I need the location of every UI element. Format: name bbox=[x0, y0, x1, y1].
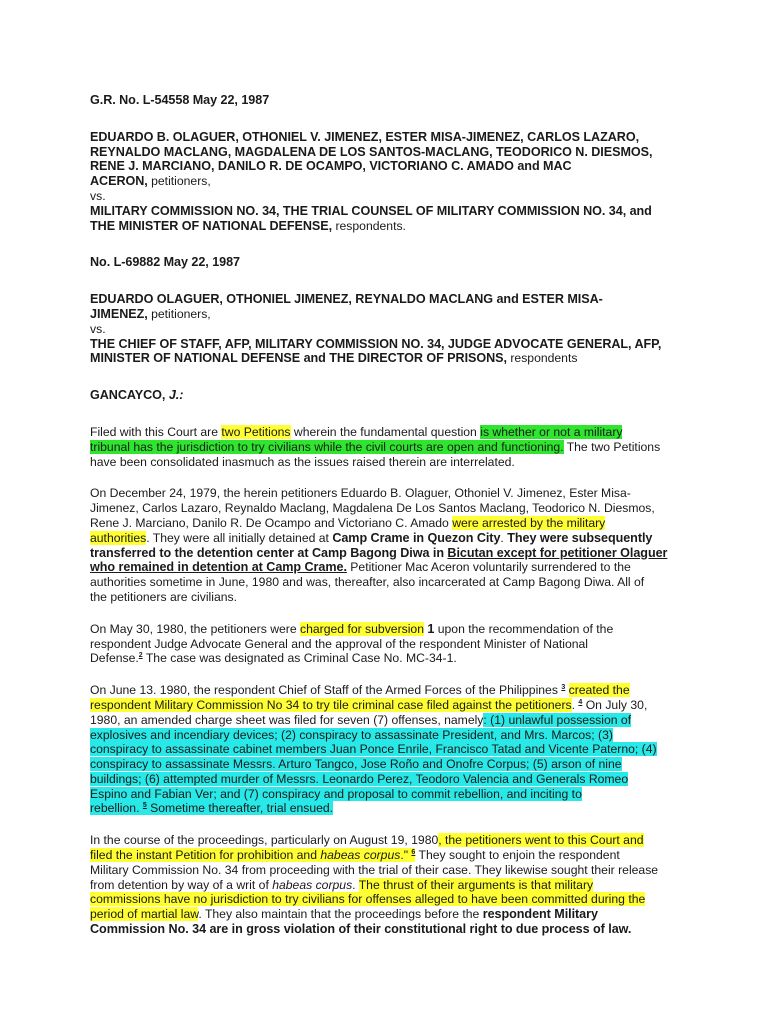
case2-petitioners-line: EDUARDO OLAGUER, OTHONIEL JIMENEZ, REYNALDO MACLANG and ESTER MISA- bbox=[90, 292, 603, 307]
footnote-ref[interactable]: 6 bbox=[411, 849, 416, 857]
case2-petitioners-line: JIMENEZ, bbox=[90, 306, 148, 321]
text: wherein the fundamental question bbox=[290, 424, 481, 439]
case2-respondents-line: THE CHIEF OF STAFF, AFP, MILITARY COMMISSION NO. 34, JUDGE ADVOCATE GENERAL, AFP, bbox=[90, 336, 662, 351]
highlight-yellow: period of martial law bbox=[90, 907, 199, 922]
case1-petitioners-tag: petitioners, bbox=[151, 174, 211, 189]
text: They sought to enjoin the respondent bbox=[415, 848, 620, 863]
highlight-yellow: , the petitioners went to this Court and bbox=[438, 833, 644, 848]
text: . bbox=[500, 530, 508, 545]
text: Jimenez, Carlos Lazaro, Reynaldo Maclang, Magdalena De Los Santos Maclang, Teodorico N. Diesmos, bbox=[90, 501, 655, 516]
highlight-cyan: Sometime thereafter, trial ensued. bbox=[146, 801, 334, 816]
text: In the course of the proceedings, particularly on August 19, 1980 bbox=[90, 833, 439, 848]
text: Petitioner Mac Aceron voluntarily surrendered to the bbox=[346, 560, 631, 575]
paragraph-2 bbox=[90, 486, 688, 604]
italic-text: habeas corpus bbox=[272, 877, 353, 892]
highlight-cyan: explosives and incendiary devices; (2) conspiracy to assassinate President, and Mrs. Marcos; (3) bbox=[90, 727, 613, 742]
text: . They were all initially detained at bbox=[146, 530, 333, 545]
case2-vs: vs. bbox=[90, 321, 106, 336]
case2-petitioners-tag: petitioners, bbox=[151, 306, 211, 321]
paragraph-5 bbox=[90, 833, 688, 937]
paragraph-4 bbox=[90, 683, 688, 816]
ponente-title: J.: bbox=[168, 388, 184, 403]
ponente-name: GANCAYCO, bbox=[90, 388, 166, 403]
highlight-green: is whether or not a military bbox=[480, 424, 623, 439]
footnote-ref[interactable]: 3 bbox=[561, 684, 566, 692]
text: Rene J. Marciano, Danilo R. De Ocampo and Victoriano C. Amado bbox=[90, 515, 453, 530]
highlight-yellow: respondent Military Commission No 34 to try tile criminal case filed against the petitioners bbox=[90, 697, 572, 712]
text: . bbox=[571, 697, 579, 712]
highlight-yellow: ." bbox=[400, 848, 412, 863]
highlight-cyan: conspiracy to assassinate cabinet members Juan Ponce Enrile, Francisco Tatad and Vicente Paterno; (4) bbox=[90, 742, 657, 757]
text: On July 30, bbox=[582, 697, 648, 712]
highlight-yellow: were arrested by the military bbox=[452, 515, 606, 530]
highlight-green: tribunal has the jurisdiction to try civilians while the civil courts are open and functioning. bbox=[90, 439, 564, 454]
paragraph-3 bbox=[90, 622, 688, 666]
highlight-cyan: buildings; (6) attempted murder of Messrs. Leonardo Perez, Teodoro Valencia and Generals Romeo bbox=[90, 771, 629, 786]
case1-respondents-tag: respondents. bbox=[335, 218, 406, 233]
bold-underline-text: who remained in detention at Camp Crame. bbox=[90, 560, 347, 575]
highlight-yellow: charged for subversion bbox=[300, 621, 424, 636]
ponente bbox=[90, 388, 688, 403]
text: The case was designated as Criminal Case No. MC-34-1. bbox=[142, 651, 457, 666]
case2-heading: No. L-69882 May 22, 1987 bbox=[90, 255, 241, 270]
footnote-ref[interactable]: 1 bbox=[427, 621, 435, 636]
paragraph-1 bbox=[90, 425, 688, 469]
case1-petitioners-line: EDUARDO B. OLAGUER, OTHONIEL V. JIMENEZ, ESTER MISA-JIMENEZ, CARLOS LAZARO, bbox=[90, 129, 640, 144]
case2-respondents-tag: respondents bbox=[510, 351, 578, 366]
text: 1980, an amended charge sheet was filed for seven (7) offenses, namely bbox=[90, 712, 484, 727]
highlight-cyan: rebellion. bbox=[90, 801, 143, 816]
text: On December 24, 1979, the herein petitioners Eduardo B. Olaguer, Othoniel V. Jimenez, Ester Misa- bbox=[90, 486, 631, 501]
text: the petitioners are civilians. bbox=[90, 589, 237, 604]
bold-underline-text: Bicutan except for petitioner Olaguer bbox=[447, 545, 668, 560]
case1-respondents-line: THE MINISTER OF NATIONAL DEFENSE, bbox=[90, 218, 333, 233]
case1-petitioners-line: REYNALDO MACLANG, MAGDALENA DE LOS SANTOS-MACLANG, TEODORICO N. DIESMOS, bbox=[90, 144, 653, 159]
highlight-yellow: two Petitions bbox=[221, 424, 291, 439]
footnote-ref[interactable]: 4 bbox=[578, 698, 583, 706]
bold-text: They were subsequently bbox=[507, 530, 653, 545]
bold-text: Commission No. 34 are in gross violation of their constitutional right to due process of law. bbox=[90, 922, 632, 937]
text: Defense. bbox=[90, 651, 139, 666]
highlight-yellow: The thrust of their arguments is that military bbox=[358, 877, 594, 892]
footnote-ref[interactable]: 5 bbox=[142, 802, 147, 810]
text: Military Commission No. 34 from proceeding with the trial of their case. They likewise sought their release bbox=[90, 862, 659, 877]
text: respondent Judge Advocate General and the approval of the respondent Minister of National bbox=[90, 636, 588, 651]
highlight-cyan: conspiracy to assassinate Messrs. Arturo Tangco, Jose Roño and Onofre Corpus; (5) arson of nine bbox=[90, 757, 622, 772]
case2-respondents-line: MINISTER OF NATIONAL DEFENSE and THE DIRECTOR OF PRISONS, bbox=[90, 351, 507, 366]
highlight-cyan: Espino and Fabian Ver; and (7) conspiracy and proposal to commit rebellion, and inciting to bbox=[90, 786, 582, 801]
case1-petitioners-line: RENE J. MARCIANO, DANILO R. DE OCAMPO, VICTORIANO C. AMADO and MAC bbox=[90, 159, 572, 174]
highlight-yellow: commissions have no jurisdiction to try civilians for offenses alleged to have been committed during the bbox=[90, 892, 646, 907]
footnote-ref[interactable]: 2 bbox=[138, 652, 143, 660]
text: from detention by way of a writ of bbox=[90, 877, 273, 892]
highlight-yellow: created the bbox=[568, 683, 630, 698]
bold-text: Camp Crame in Quezon City bbox=[332, 530, 501, 545]
text: Filed with this Court are bbox=[90, 424, 222, 439]
case1-petitioners-line: ACERON, bbox=[90, 174, 148, 189]
case1-respondents-line: MILITARY COMMISSION NO. 34, THE TRIAL COUNSEL OF MILITARY COMMISSION NO. 34, and bbox=[90, 203, 652, 218]
text: have been consolidated inasmuch as the issues raised therein are interrelated. bbox=[90, 454, 515, 469]
highlight-yellow: habeas corpus bbox=[320, 848, 401, 863]
case1-heading: G.R. No. L-54558 May 22, 1987 bbox=[90, 93, 270, 107]
text: The two Petitions bbox=[563, 439, 661, 454]
bold-text: transferred to the detention center at Camp Bagong Diwa in bbox=[90, 545, 448, 560]
text: On May 30, 1980, the petitioners were bbox=[90, 621, 301, 636]
highlight-cyan: : (1) unlawful possession of bbox=[483, 712, 632, 727]
highlight-yellow: authorities bbox=[90, 530, 147, 545]
text: upon the recommendation of the bbox=[434, 621, 614, 636]
case1-vs: vs. bbox=[90, 188, 106, 203]
text: authorities sometime in June, 1980 and was, thereafter, also incarcerated at Camp Bagong Diwa. All of bbox=[90, 575, 645, 590]
bold-text: respondent Military bbox=[482, 907, 598, 922]
text: . bbox=[352, 877, 359, 892]
highlight-yellow: filed the instant Petition for prohibition and bbox=[90, 848, 321, 863]
text: . They also maintain that the proceedings before the bbox=[198, 907, 483, 922]
text: On June 13. 1980, the respondent Chief of Staff of the Armed Forces of the Philippines bbox=[90, 683, 562, 698]
